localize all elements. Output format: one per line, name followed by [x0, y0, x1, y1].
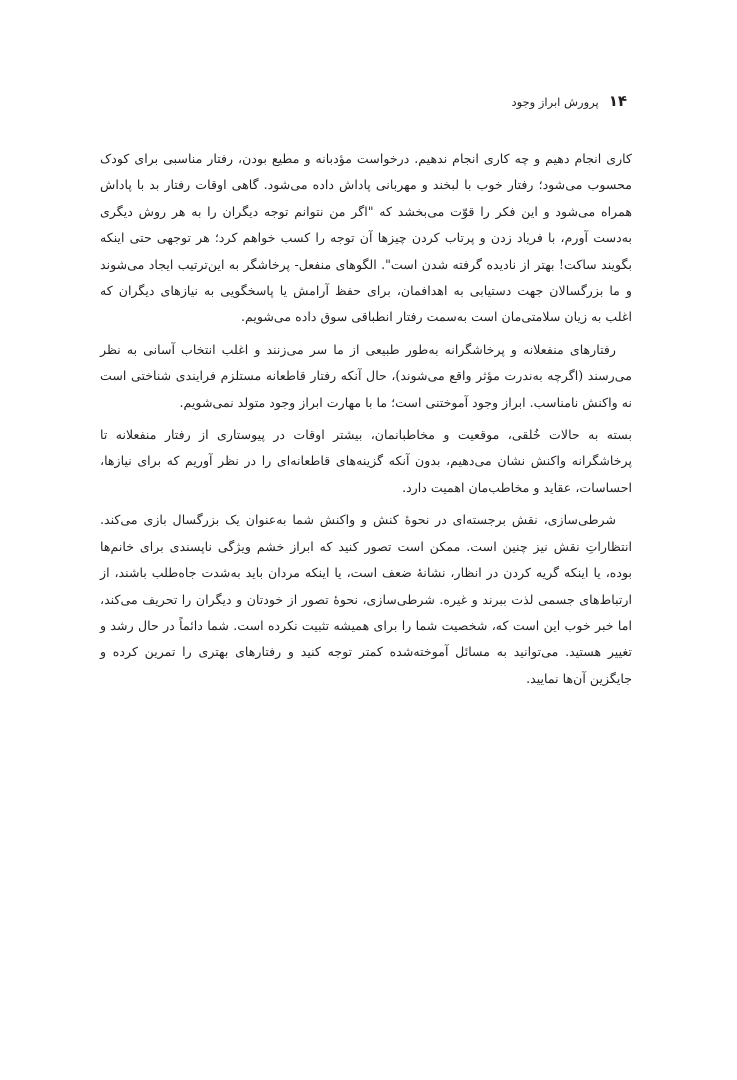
body-text — [100, 146, 632, 698]
paragraph: بسته به حالات خُلقی، موقعیت و مخاطبانمان، بیشتر اوقات در پیوستاری از رفتار منفعلانه تا پرخاشگرانه واکنش نشان می‌دهیم، بدون آنکه گزینه‌های قاطعانه‌ای را در نظر آوریم که برای نیازها، احساسات، عقاید و مخاطب‌مان اهمیت دارد. — [100, 427, 632, 495]
paragraph: شرطی‌سازی، نقش برجسته‌ای در نحوهٔ کنش و واکنش شما به‌عنوان یک بزرگسال بازی می‌کند. انتظاراتِ نقش نیز چنین است. ممکن است تصور کنید که ابراز خشم ویژگی ناپسندی برای خانم‌ها بوده، یا اینکه گریه کردن در انظار، نشانهٔ ضعف است، یا اینکه مردان باید به‌شدت جاه‌طلب باشند، از ارتباط‌های جسمی لذت ببرند و غیره. شرطی‌سازی، نحوهٔ تصور از خودتان و دیگران را تحریف می‌کند، اما خبر خوب این است که، شخصیت شما را برای همیشه تثبیت نکرده است. شما دائماً در حال رشد و تغییر هستید. می‌توانید به مسائل آموخته‌شده کمتر توجه کنید و رفتارهای بهتری را تمرین کرده و جایگزین آن‌ها نمایید. — [100, 512, 632, 686]
paragraph: رفتارهای منفعلانه و پرخاشگرانه به‌طور طبیعی از ما سر می‌زنند و اغلب انتخاب آسانی به نظر می‌رسند (اگرچه به‌ندرت مؤثر واقع می‌شوند)، حال آنکه رفتار قاطعانه مستلزم فرایندی شناختی است نه واکنش نامناسب. ابراز وجود آموختنی است؛ ما با مهارت ابراز وجود متولد نمی‌شویم. — [100, 341, 632, 410]
page-number: ۱۴ — [608, 92, 627, 110]
page-header — [110, 92, 627, 114]
paragraph: کاری انجام دهیم و چه کاری انجام ندهیم. درخواست مؤدبانه و مطیع بودن، رفتار مناسبی برای کودک محسوب می‌شود؛ رفتار خوب با لبخند و مهربانی پاداش داده می‌شود. گاهی اوقات رفتار بد با پاداش همراه می‌شود و این فکر را قوّت می‌بخشد که "اگر من نتوانم توجه دیگران را به هر روش دیگری به‌دست آورم، با فریاد زدن و پرتاب کردن چیزها آن توجه را کسب خواهم کرد؛ هر توجهی حتی اینکه بگویند ساکت! بهتر از نادیده گرفته شدن است". الگوهای منفعل- پرخاشگر به این‌ترتیب ایجاد می‌شوند و ما بزرگسالان جهت دستیابی به اهدافمان، برای حفظ آرامش یا پاسخگویی به نیازهای دیگران که اغلب به زیان سلامتی‌مان است به‌سمت رفتار انطباقی سوق داده می‌شویم. — [100, 151, 632, 325]
running-title: پرورش ابراز وجود — [511, 95, 599, 109]
